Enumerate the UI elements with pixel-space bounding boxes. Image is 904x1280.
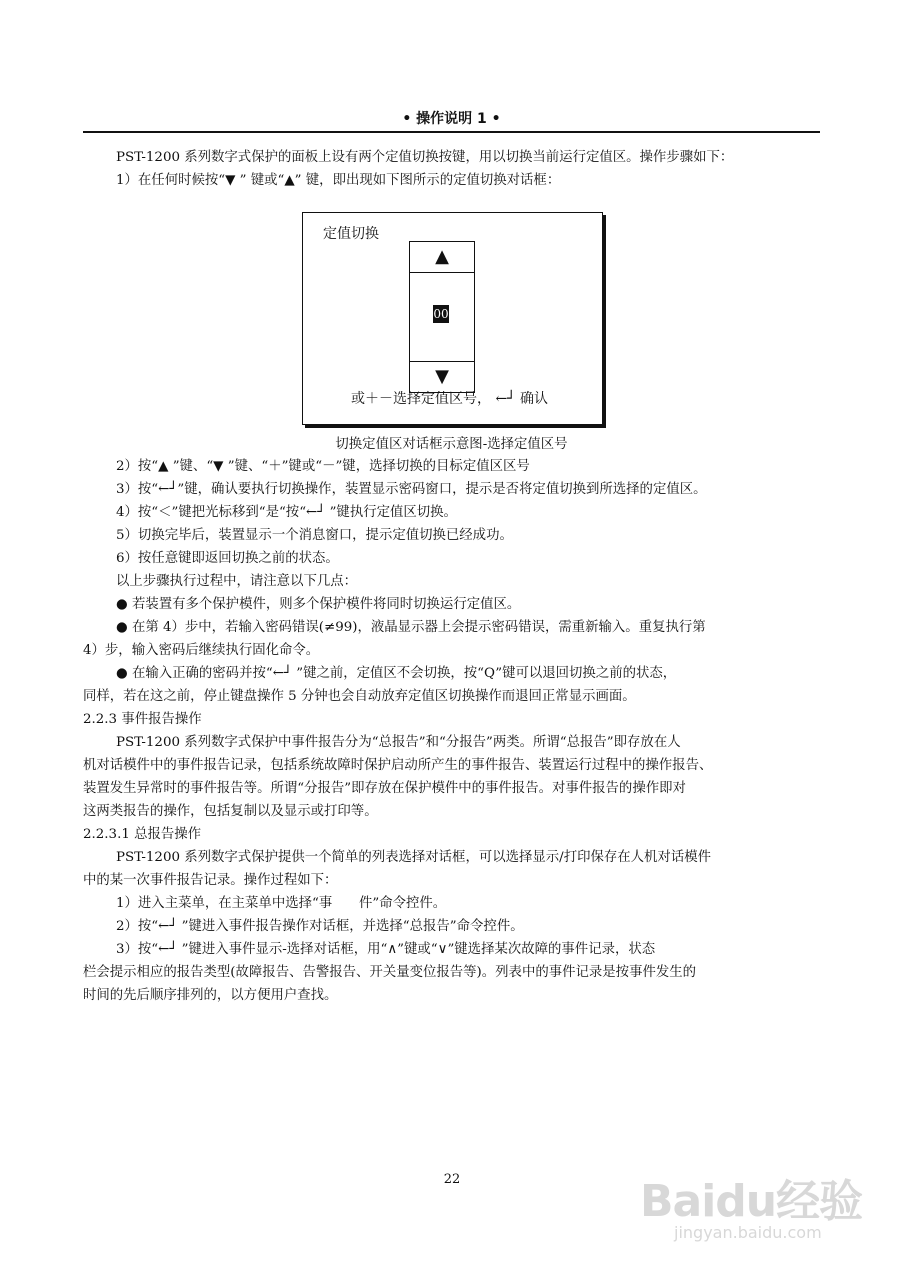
body-line: 5）切换完毕后，装置显示一个消息窗口，提示定值切换已经成功。 [116,528,513,543]
zone-spinner [409,241,475,393]
figure-caption: 切换定值区对话框示意图-选择定值区号 [335,437,568,452]
body-line: 4）按“＜”键把光标移到“是“按“←┘ ”键执行定值区切换。 [116,505,457,520]
body-line: ● 在输入正确的密码并按“←┘ ”键之前，定值区不会切换，按“Q”键可以退回切换之前的状态， [116,666,677,681]
intro-line: 1）在任何时候按“▼ ” 键或“▲” 键，即出现如下图所示的定值切换对话框： [116,173,561,188]
body-line: ● 在第 4）步中，若输入密码错误(≠99)，液晶显示器上会提示密码错误，需重新输入。重复执行第 [116,620,706,635]
body-line: 机对话模件中的事件报告记录，包括系统故障时保护启动所产生的事件报告、装置运行过程中的操作报告、 [83,758,713,773]
body-line: 4）步，输入密码后继续执行固化命令。 [83,643,320,658]
body-line: ● 若装置有多个保护模件，则多个保护模件将同时切换运行定值区。 [116,597,521,612]
body-line: 2.2.3 事件报告操作 [83,712,202,727]
body-line: 装置发生异常时的事件报告等。所谓“分报告”即存放在保护模件中的事件报告。对事件报告的操作即对 [83,781,686,796]
main-body [83,455,823,1007]
body-line: 栏会提示相应的报告类型(故障报告、告警报告、开关量变位报告等)。列表中的事件记录是按事件发生的 [83,965,697,980]
header-rule [83,131,820,133]
watermark-logo: Baidu经验 [640,1176,863,1227]
body-line: 2）按“▲ ”键、“▼ ”键、“＋”键或“－”键，选择切换的目标定值区区号 [116,459,530,474]
down-arrow-icon[interactable]: ▼ [410,361,474,392]
page-header: • 操作说明 1 • [402,111,501,127]
body-line: 以上步骤执行过程中，请注意以下几点： [116,574,358,589]
intro-line: PST-1200 系列数字式保护的面板上设有两个定值切换按键，用以切换当前运行定值区。操作步骤如下： [116,150,734,165]
body-line: 6）按任意键即返回切换之前的状态。 [116,551,339,566]
zone-number-value: 00 [433,307,449,321]
body-line: 中的某一次事件报告记录。操作过程如下： [83,873,338,888]
intro-block [83,146,823,192]
body-line: 同样，若在这之前，停止键盘操作 5 分钟也会自动放弃定值区切换操作而退回正常显示画面。 [83,689,636,704]
body-line: 2）按“←┘ ”键进入事件报告操作对话框，并选择“总报告”命令控件。 [116,919,524,934]
body-line: 3）按“←┘”键，确认要执行切换操作，装置显示密码窗口，提示是否将定值切换到所选择的定值区。 [116,482,707,497]
up-arrow-icon[interactable]: ▲ [410,242,474,273]
body-line: PST-1200 系列数字式保护提供一个简单的列表选择对话框，可以选择显示/打印保存在人机对话模件 [116,850,711,865]
dialog-hint: 或＋－选择定值区号， ←┘ 确认 [351,391,549,407]
body-line: PST-1200 系列数字式保护中事件报告分为“总报告”和“分报告”两类。所谓“总报告”即存放在人 [116,735,681,750]
body-line: 2.2.3.1 总报告操作 [83,827,202,842]
body-line: 3）按“←┘ ”键进入事件显示-选择对话框，用“∧”键或“∨”键选择某次故障的事件记录，状态 [116,942,656,957]
body-line: 时间的先后顺序排列的，以方便用户查找。 [83,988,338,1003]
watermark [640,1165,870,1245]
setting-switch-dialog [302,212,603,425]
body-line: 这两类报告的操作，包括复制以及显示或打印等。 [83,804,378,819]
watermark-url: jingyan.baidu.com [674,1223,822,1242]
dialog-title: 定值切换 [323,226,379,242]
page-number: 22 [443,1172,461,1187]
body-line: 1）进入主菜单，在主菜单中选择“事 件”命令控件。 [116,896,447,911]
